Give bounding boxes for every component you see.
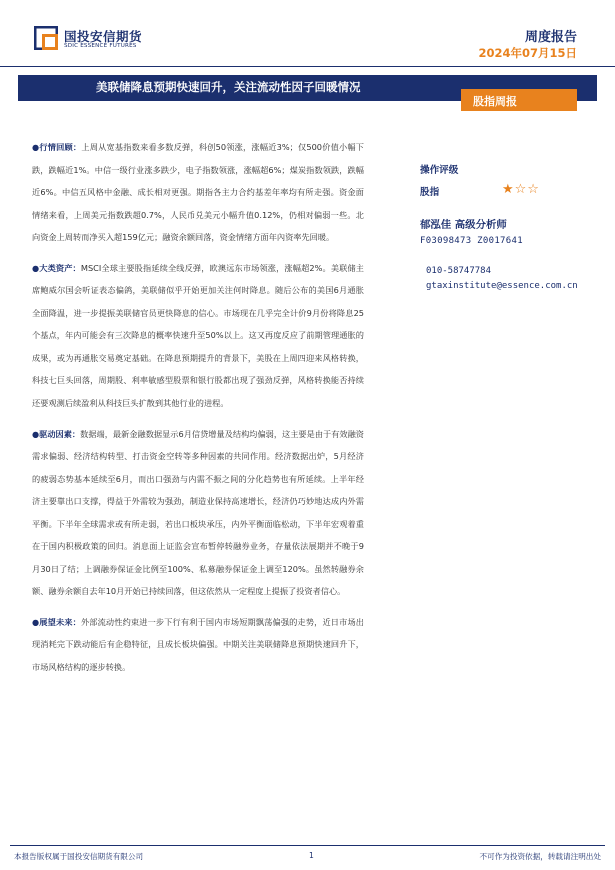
logo-name-cn: 国投安信期货 — [64, 29, 143, 44]
section-tag-label: 股指周报 — [473, 95, 517, 108]
paragraph-lead: ●行情回顾： — [32, 142, 82, 153]
logo-mark-icon — [34, 26, 58, 50]
paragraph-lead: ●展望未来： — [32, 616, 81, 627]
report-header — [0, 0, 615, 75]
analyst-phone: 010-58747784 — [426, 266, 492, 276]
footer-divider — [10, 845, 605, 846]
logo-name-en: SDIC ESSENCE FUTURES — [64, 43, 137, 49]
rating-stars-icon: ★☆☆ — [502, 182, 540, 197]
footer-copyright: 本报告版权属于国投安信期货有限公司 — [14, 852, 144, 861]
header-divider — [0, 66, 615, 67]
footer-disclaimer: 不可作为投资依据，转载请注明出处 — [479, 852, 601, 861]
paragraph-lead: ●大类资产： — [32, 262, 81, 273]
analyst-email[interactable]: gtaxinstitute@essence.com.cn — [426, 281, 578, 291]
sidebar — [420, 162, 615, 291]
rating-row — [420, 182, 615, 202]
paragraph-major-assets — [32, 257, 364, 415]
report-type: 周度报告 — [524, 30, 577, 45]
paragraph-market-review — [32, 136, 364, 249]
page-number: 1 — [309, 851, 314, 860]
analyst-name: 郁泓佳 高级分析师 — [420, 219, 507, 231]
paragraph-lead: ●驱动因素： — [32, 428, 81, 439]
rating-label: 操作评级 — [420, 165, 459, 176]
paragraph-text: MSCI全球主要股指延续全线反弹，欧澳远东市场领涨，涨幅超2%。美联储主席鲍威尔国会听证表态偏鸽，美联储似乎开始更加关注何时降息。随后公布的美国6月通胀全面降温，进一步提振美联储官员更快降息的信心。市场现在几乎完全计价9月份将降息25个基点，年内可能会有三次降息的概率快速升至50%以上。这又再度反应了前期管理通胀的成果，或为再通胀交易奠定基础。在降息预期提升的背景下，美股在上周四迎来风格转换，科技七巨头回落，周期股、利率敏感型股票和银行股都出现了强劲反弹，风格转换能否持续还要观测后续盈利从科技巨头扩散到其他行业的进程。 — [32, 262, 364, 408]
report-body — [32, 128, 364, 681]
paragraph-outlook — [32, 611, 364, 679]
rating-index-label: 股指 — [420, 187, 440, 198]
report-date: 2024年07月15日 — [478, 46, 577, 60]
section-tag — [461, 89, 577, 111]
paragraph-drivers — [32, 423, 364, 603]
paragraph-text: 外部流动性约束进一步下行有利于国内市场短期飘荡偏强的走势，近日市场出现消耗完下跌动能后有企稳特征，且成长板块偏强。中期关注美联储降息预期快速回升下，市场风格结构的逐步转换。 — [32, 616, 364, 672]
analyst-cert-ids: F03098473 Z0017641 — [420, 236, 523, 246]
report-title: 美联储降息预期快速回升，关注流动性因子回暖情况 — [96, 80, 361, 94]
paragraph-text: 上周从宽基指数来看多数反弹，科创50领涨，涨幅近3%；仅500价值小幅下跌，跌幅近1%。中信一级行业涨多跌少，电子指数领涨，涨幅超6%；煤炭指数领跌，跌幅近6%。中信五风格中金融、成长相对更强。期指各主力合约基差年率均有所走强。资金面情绪来看，上周美元指数跌超0.7%，人民币兑美元小幅升值0.12%，仍相对偏弱一些。北向资金上周转而净买入超159亿元；融资余额回落，资金情绪方面年內资率先回暖。 — [32, 142, 364, 243]
paragraph-text: 数据端，最新金融数据显示6月信贷增量及结构均偏弱，这主要是由于有效融资需求偏弱、经济结构转型、打击资金空转等多种因素的共同作用。经济数据出炉，5月经济的疲弱态势基本延续至6月，而出口强劲与内需不振之间的分化趋势也有所延续。上半年经济主要靠出口支撑，得益于外需较为强劲，制造业保持高速增长，经济仍巧妙地达成内外需平衡。下半年全球需求或有所走弱，若出口板块承压，内外平衡面临松动，下半年宏观着重在于国内积极政策的回归。消息面上证监会宣布暂停转融券业务，存量依法展期并不晚于9月30日了结；上调融券保证金比例至100%、私募融券保证金上调至120%。虽然转融券余额、融券余额自去年10月开始已持续回落，但这依然从一定程度上提振了投资者信心。 — [32, 428, 364, 597]
